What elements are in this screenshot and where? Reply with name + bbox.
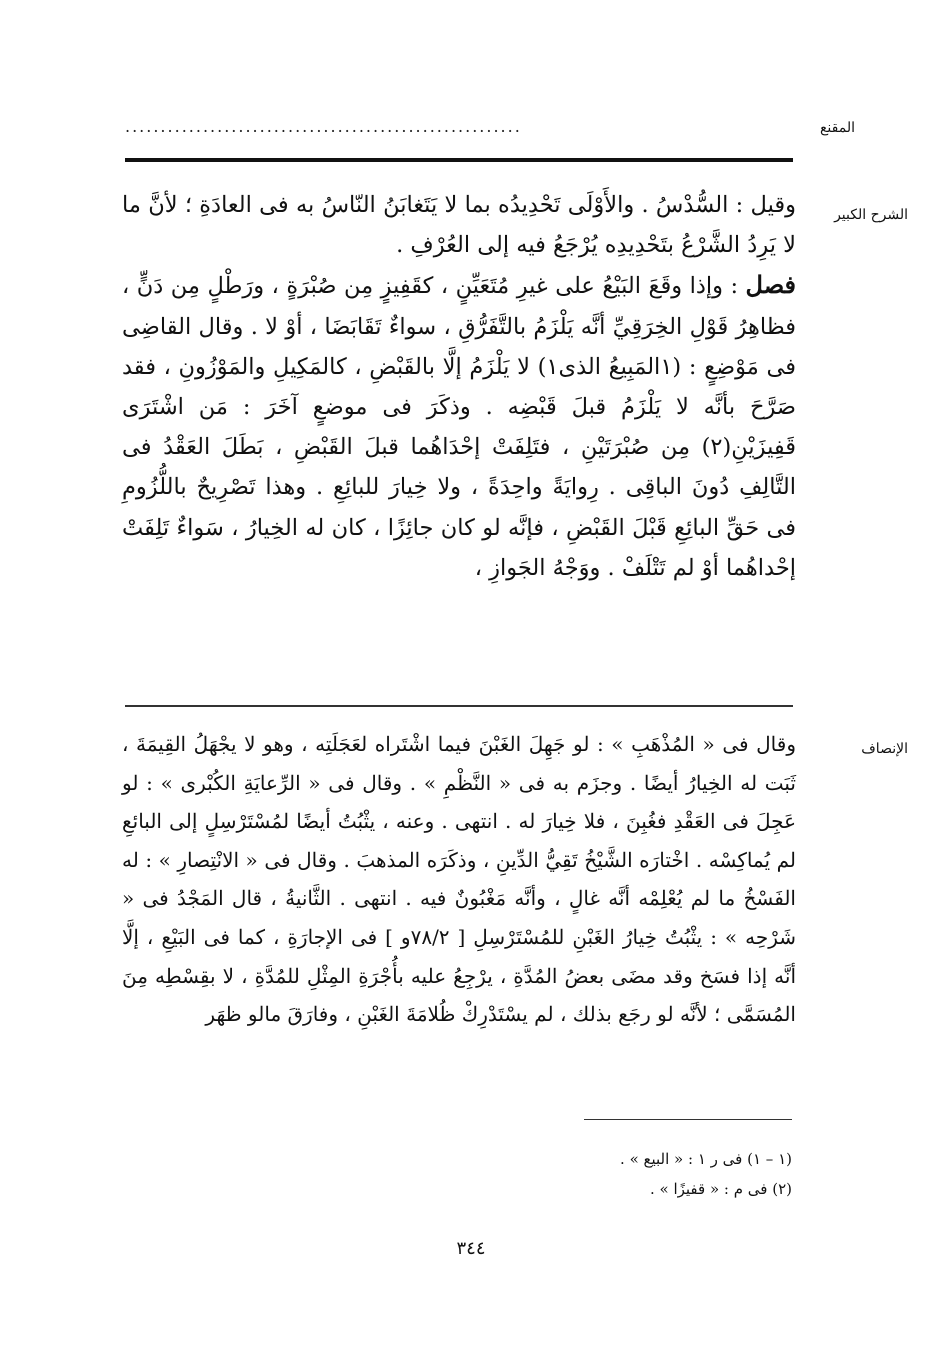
footnote-1: (١ – ١) فى ر ١ : « البيع » . [620,1150,792,1168]
fasl-heading: فصل [745,270,796,300]
insaf-section-text [122,725,796,1034]
insaf-section-label: الإنصاف [861,741,908,757]
fasl-body: : وإذا وقَعَ البَيْعُ على غيرِ مُتَعَيِّنٍ ، كقَفِيزٍ مِن صُبْرَةٍ ، ورَطْلٍ مِن دَنٍّ ، فظاهِرُ قَوْلِ الخِرَقِيِّ أنَّه يَلْزَمُ بالتَّفَرُّقِ ، سواءٌ تَقَابَضَا ، أوْ لا . وقال القاضِى فى مَوْضِعٍ : (١المَبِيعُ الذى١) لا يَلْزَمُ إلَّا بالقَبْضِ ، كالمَكِيلِ والمَوْزُونِ ، فقد صَرَّحَ بأنَّه لا يَلْزَمُ قبلَ قَبْضِه . وذكَرَ فى موضعٍ آخَرَ : مَن اشْتَرَى قَفِيزَيْنِ(٢) مِن صُبْرَتَيْنِ ، فتَلِفَتْ إحْدَاهُما قبلَ القَبْضِ ، بَطَلَ العَقْدُ فى التَّالِفِ دُونَ الباقِى . رِوايَةً واحِدَةً ، ولا خِيارَ للبائِعِ . وهذا تَصْرِيحٌ باللُّزُومِ فى حَقِّ البائِعِ قَبْلَ القَبْضِ ، فإنَّه لو كان جائِزًا ، كان له الخِيارُ ، سَواءٌ تَلِفَتْ إحْداهُما أوْ لم تَتْلَفْ . ووَجْهُ الجَوازِ ، [122,273,796,581]
insaf-paragraph: وقال فى « المُذْهَبِ » : لو جَهِلَ الغَبْنَ فيما اشْتَراه لعَجَلَتِه ، وهو لا يجْهَلُ القِيمَةَ ، ثَبَت له الخِيارُ أيضًا . وجزَم به فى « النَّظْمِ » . وقال فى « الرِّعايَةِ الكُبْرى » : لو عَجِلَ فى العَقْدِ فغُبِنَ ، فلا خِيارَ له . انتهى . وعنه ، يثْبُتُ أيضًا لمُسْتَرْسِلٍ إلى البائعِ لم يُماكِسْه . اخْتارَه الشَّيْخُ تَقِيُّ الدِّينِ ، وذكَرَه المذهبَ . وقال فى « الانْتِصارِ » : له الفَسْخُ ما لم يُعْلِمْه أنَّه غالٍ ، وأنَّه مَغْبُونٌ فيه . انتهى . الثَّانيةُ ، قال المَجْدُ فى « شَرْحِه » : يثْبُتُ خِيارُ الغَبْنِ للمُسْتَرْسِلِ [ ٧٨/٢و ] فى الإجارَةِ ، كما فى البَيْعِ ، إلَّا أنَّه إذا فسَخ وقد مضَى بعضُ المُدَّةِ ، يرْجِعُ عليه بأُجْرَةِ المِثْلِ للمُدَّةِ ، لا بقِسْطِه مِنَ المُسَمَّى ؛ لأنَّه لو رجَع بذلك ، لم يسْتَدْرِكْ ظُلامَةَ الغَبْنِ ، وفارَقَ مالو ظهَر [122,732,797,1027]
header-rule [125,158,793,162]
page-number: ٣٤٤ [456,1238,486,1259]
sharh-intro-paragraph: وقيل : السُّدْسُ . والأَوْلَى تَحْدِيدُه بما لا يَتَغابَنُ النّاسُ به فى العادَةِ ؛ لأنَّ ما لا يَرِدُ الشَّرْعُ بتَحْدِيدِه يُرْجَعُ فيه إلى العُرْفِ . [122,192,796,259]
sharh-fasl-paragraph [122,265,796,588]
section-divider [125,705,793,707]
book-title: المقنع [819,120,855,136]
sharh-section-text [122,185,796,588]
header-dotted-leader: ........................................................ [125,117,522,136]
sharh-section-label: الشرح الكبير [834,207,908,223]
footnote-2: (٢) فى م : « قفيزًا » . [649,1180,792,1198]
footnote-rule [584,1119,792,1120]
